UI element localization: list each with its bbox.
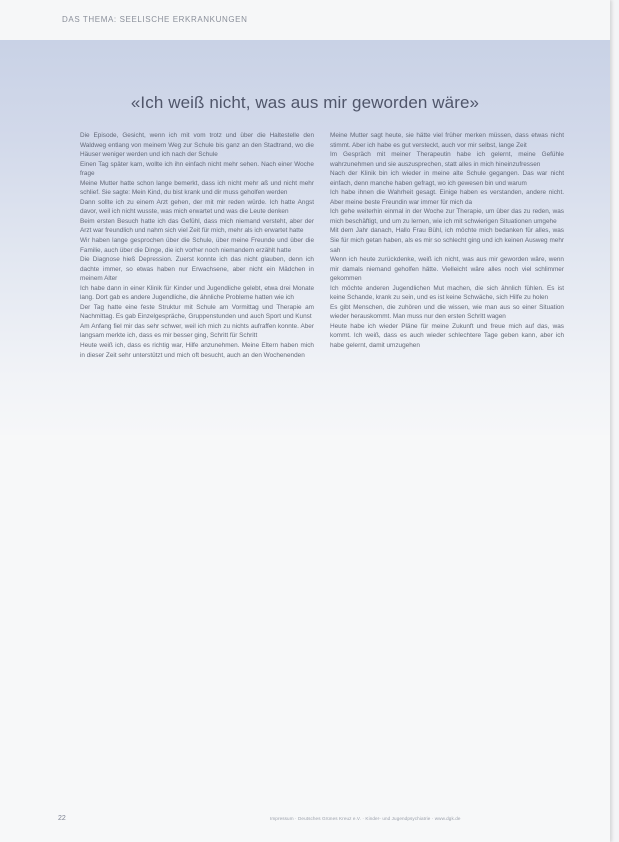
paragraph: Ich habe dann in einer Klinik für Kinder und Jugendliche gelebt, etwa drei Monate lang. Dort gab es andere Jugendliche, die ähnliche Probleme hatten wie ich xyxy=(80,284,314,302)
paragraph: Die Diagnose hieß Depression. Zuerst konnte ich das nicht glauben, denn ich dachte immer, so etwas haben nur Erwachsene, aber nicht ein Mädchen in meinem Alter xyxy=(80,256,314,283)
paragraph: Der Tag hatte eine feste Struktur mit Schule am Vormittag und Therapie am Nachmittag. Es gab Einzelgespräche, Gruppenstunden und auch Sport und Kunst xyxy=(80,303,314,321)
paragraph: Wir haben lange gesprochen über die Schule, über meine Freunde und über die Familie, auch über die Dinge, die ich vorher noch niemandem erzählt hatte xyxy=(80,237,314,254)
paragraph: Ich gehe weiterhin einmal in der Woche zur Therapie, um über das zu reden, was mich beschäftigt, und um zu lernen, wie ich mit schwierigen Situationen umgehe xyxy=(330,208,564,225)
paragraph: Nach der Klinik bin ich wieder in meine alte Schule gegangen. Das war nicht einfach, denn manche haben gefragt, wo ich gewesen bin und warum xyxy=(330,170,564,187)
paragraph: Es gibt Menschen, die zuhören und die wissen, wie man aus so einer Situation wieder herauskommt. Man muss nur den ersten Schritt wagen xyxy=(330,303,564,321)
article-title: «Ich weiß nicht, was aus mir geworden wäre» xyxy=(130,93,480,112)
paragraph: Im Gespräch mit meiner Therapeutin habe ich gelernt, meine Gefühle wahrzunehmen und sie auszusprechen, statt alles in mich hineinzufressen xyxy=(330,151,564,168)
paragraph: Beim ersten Besuch hatte ich das Gefühl, dass mich niemand versteht, aber der Arzt war freundlich und nahm sich viel Zeit für mich, mehr als ich erwartet hatte xyxy=(80,217,314,235)
page-number: 22 xyxy=(58,815,66,822)
article-column-left xyxy=(80,131,314,360)
footer-credit-line: Impressum · Deutsches Grünes Kreuz e.V. · Kinder- und Jugendpsychiatrie · www.dgk.de xyxy=(270,816,461,821)
paragraph: Einen Tag später kam, wollte ich ihn einfach nicht mehr sehen. Nach einer Woche frage xyxy=(80,160,314,178)
paragraph: Heute habe ich wieder Pläne für meine Zukunft und freue mich auf das, was kommt. Ich weiß, dass es auch wieder schlechtere Tage geben kann, aber ich habe gelernt, damit umzugehen xyxy=(330,322,564,350)
paragraph: Ich möchte anderen Jugendlichen Mut machen, die sich ähnlich fühlen. Es ist keine Schande, krank zu sein, und es ist keine Schwäche, sich Hilfe zu holen xyxy=(330,284,564,302)
paragraph: Meine Mutter sagt heute, sie hätte viel früher merken müssen, dass etwas nicht stimmt. Aber ich habe es gut versteckt, auch vor mir selbst, lange Zeit xyxy=(330,132,564,149)
paragraph: Dann sollte ich zu einem Arzt gehen, der mit mir reden würde. Ich hatte Angst davor, weil ich nicht wusste, was mich erwartet und was die Leute denken xyxy=(80,198,314,216)
section-label: DAS THEMA: SEELISCHE ERKRANKUNGEN xyxy=(62,15,248,24)
paragraph: Mit dem Jahr danach, Hallo Frau Bühl, ich möchte mich bedanken für alles, was Sie für mich getan haben, als es mir so schlecht ging und ich keinen Ausweg mehr sah xyxy=(330,227,564,254)
paragraph: Heute weiß ich, dass es richtig war, Hilfe anzunehmen. Meine Eltern haben mich in dieser Zeit sehr unterstützt und mich oft besucht, auch an den Wochenenden xyxy=(80,342,314,359)
paragraph: Ich habe ihnen die Wahrheit gesagt. Einige haben es verstanden, andere nicht. Aber meine beste Freundin war immer für mich da xyxy=(330,189,564,206)
page-header xyxy=(0,0,610,40)
paragraph: Meine Mutter hatte schon lange bemerkt, dass ich nicht mehr aß und nicht mehr schlief. Sie sagte: Mein Kind, du bist krank und dir muss geholfen werden xyxy=(80,179,314,197)
paragraph: Am Anfang fiel mir das sehr schwer, weil ich mich zu nichts aufraffen konnte. Aber langsam merkte ich, dass es mir besser ging, Schritt für Schritt xyxy=(80,322,314,340)
paragraph: Die Episode, Gesicht, wenn ich mit vom trotz und über die Haltestelle den Waldweg entlang von meinem Weg zur Schule bis ganz an den Stadtrand, wo die Häuser weniger werden und ich nach der Schule xyxy=(80,132,314,159)
article-column-right xyxy=(330,131,564,351)
paragraph: Wenn ich heute zurückdenke, weiß ich nicht, was aus mir geworden wäre, wenn mir damals niemand geholfen hätte. Vielleicht wäre alles noch viel schlimmer gekommen xyxy=(330,256,564,283)
